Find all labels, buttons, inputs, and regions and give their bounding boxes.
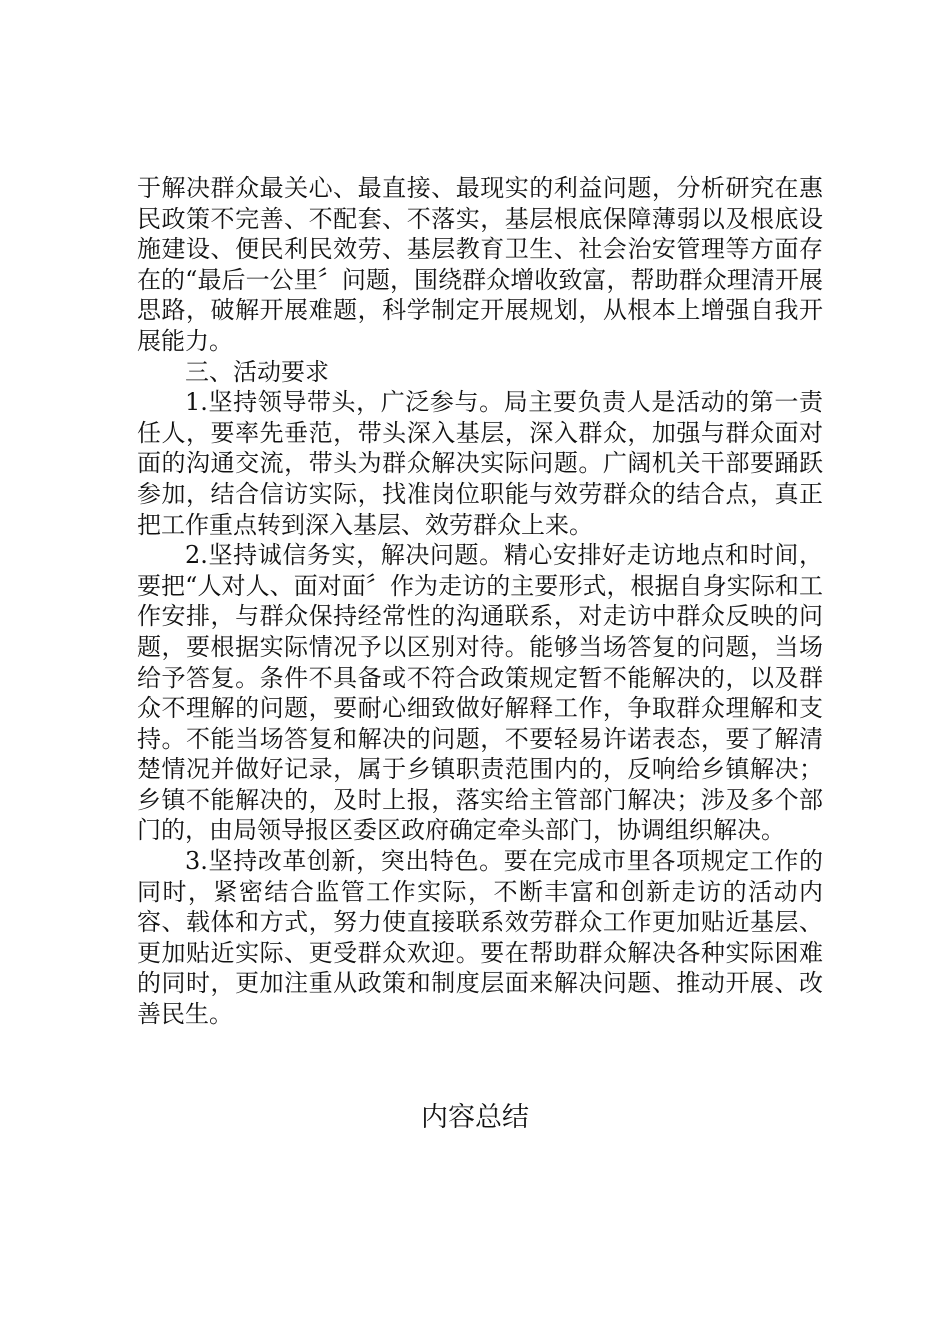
- summary-title: 内容总结: [421, 1102, 529, 1133]
- paragraph-continuation: 于解决群众最关心、最直接、最现实的利益问题，分析研究在惠民政策不完善、不配套、不落实，基层根底保障薄弱以及根底设施建设、便民利民效劳、基层教育卫生、社会治安管理等方面存在的“最后一公里〞问题，围绕群众增收致富，帮助群众理清开展思路，破解开展难题，科学制定开展规划，从根本上增强自我开展能力。: [137, 174, 823, 355]
- section-heading-activity-requirements: 三、活动要求: [185, 357, 329, 386]
- paragraph-item-3: 3.坚持改革创新，突出特色。要在完成市里各项规定工作的同时，紧密结合监管工作实际，不断丰富和创新走访的活动内容、载体和方式，努力使直接联系效劳群众工作更加贴近基层、更加贴近实际、更受群众欢迎。要在帮助群众解决各种实际困难的同时，更加注重从政策和制度层面来解决问题、推动开展、改善民生。: [137, 847, 823, 1029]
- document-body: [137, 173, 823, 1030]
- paragraph-item-2: 2.坚持诚信务实，解决问题。精心安排好走访地点和时间，要把“人对人、面对面〞作为走访的主要形式，根据自身实际和工作安排，与群众保持经常性的沟通联系，对走访中群众反映的问题，要根据实际情况予以区别对待。能够当场答复的问题，当场给予答复。条件不具备或不符合政策规定暂不能解决的，以及群众不理解的问题，要耐心细致做好解释工作，争取群众理解和支持。不能当场答复和解决的问题，不要轻易许诺表态，要了解清楚情况并做好记录，属于乡镇职责范围内的，反响给乡镇解决；乡镇不能解决的，及时上报，落实给主管部门解决；涉及多个部门的，由局领导报区委区政府确定牵头部门，协调组织解决。: [137, 541, 823, 845]
- paragraph-item-1: 1.坚持领导带头，广泛参与。局主要负责人是活动的第一责任人，要率先垂范，带头深入基层，深入群众，加强与群众面对面的沟通交流，带头为群众解决实际问题。广阔机关干部要踊跃参加，结合信访实际，找准岗位职能与效劳群众的结合点，真正把工作重点转到深入基层、效劳群众上来。: [137, 388, 823, 539]
